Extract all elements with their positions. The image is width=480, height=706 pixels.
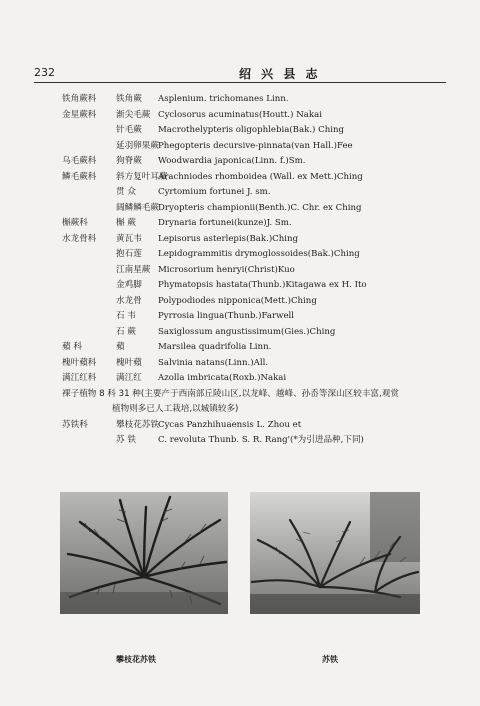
family-name: 乌毛蕨科 [62, 156, 97, 166]
species-row [0, 418, 480, 434]
species-list [0, 92, 480, 387]
latin-name: Cycas Panzhihuaensis L. Zhou et [158, 419, 302, 430]
chinese-name: 金鸡脚 [116, 280, 142, 290]
latin-name: Polypodiodes nipponica(Mett.)Ching [158, 295, 317, 306]
latin-name: Lepisorus asterlepis(Bak.)Ching [158, 233, 299, 244]
chinese-name: 槐叶蘋 [116, 357, 142, 368]
photo-cycas-revoluta [250, 492, 420, 614]
species-row [0, 92, 480, 108]
species-row [0, 170, 480, 186]
family-name: 槐叶蘋科 [62, 357, 97, 368]
species-row [0, 123, 480, 139]
species-row [0, 433, 480, 449]
chinese-name: 贯 众 [116, 187, 136, 197]
latin-name: Microsorium henryi(Christ)Kuo [158, 264, 295, 275]
gymnosperm-note-line1: 裸子植物 8 科 31 种(主要产于西南部丘陵山区,以龙峰、越峰、孙岙等深山区较丰富,观赏 [62, 388, 399, 399]
family-name: 水龙骨科 [62, 233, 97, 244]
latin-name: Woodwardia japonica(Linn. f.)Sm. [158, 156, 306, 166]
species-row [0, 263, 480, 279]
family-name: 金星蕨科 [62, 109, 97, 120]
latin-name: Phegopteris decursive-pinnata(van Hall.)Fee [158, 140, 353, 151]
chinese-name: 攀枝花苏铁 [116, 419, 159, 430]
chinese-name: 黄瓦韦 [116, 233, 142, 244]
species-row [0, 201, 480, 217]
photo-panzhihua-cycad [60, 492, 228, 614]
latin-name: Phymatopsis hastata(Thunb.)Kitagawa ex H. Ito [158, 280, 367, 290]
species-row [0, 139, 480, 155]
gymnosperm-note [62, 387, 454, 418]
chinese-name: 槲 蕨 [116, 218, 136, 228]
family-name: 槲蕨科 [62, 218, 88, 228]
family-name: 铁角蕨科 [62, 94, 97, 104]
chinese-name: 延羽卵果蕨 [116, 140, 159, 151]
family-name: 鳞毛蕨科 [62, 171, 97, 182]
caption-cycas-revoluta: 苏铁 [322, 655, 338, 664]
species-row [0, 216, 480, 232]
page-number: 232 [34, 66, 55, 79]
species-row [0, 309, 480, 325]
family-name: 蘋 科 [62, 342, 82, 352]
latin-name: Azolla imbricata(Roxb.)Nakai [158, 373, 287, 383]
chinese-name: 苏 铁 [116, 435, 136, 445]
chinese-name: 抱石莲 [116, 249, 142, 259]
species-row [0, 340, 480, 356]
species-row [0, 154, 480, 170]
species-row [0, 356, 480, 372]
latin-name: Pyrrosia lingua(Thunb.)Farwell [158, 311, 295, 321]
chinese-name: 斜方复叶耳蕨 [116, 171, 168, 182]
latin-name: C. revoluta Thunb. S. R. Rang'(*为引进品种,下同) [158, 435, 364, 445]
cycad-list [0, 418, 480, 449]
chinese-name: 满江红 [116, 373, 142, 383]
chinese-name: 狗脊蕨 [116, 156, 142, 166]
family-name: 满江红科 [62, 373, 97, 383]
species-row [0, 278, 480, 294]
species-row [0, 247, 480, 263]
latin-name: Arachniodes rhomboidea (Wall. ex Mett.)Ching [158, 171, 363, 182]
species-row [0, 325, 480, 341]
chinese-name: 阔鳞鳞毛蕨 [116, 202, 159, 213]
latin-name: Lepidogrammitis drymoglossoides(Bak.)Ching [158, 249, 360, 259]
species-row [0, 185, 480, 201]
species-row [0, 294, 480, 310]
species-row [0, 371, 480, 387]
chinese-name: 江南星蕨 [116, 264, 151, 275]
latin-name: Macrothelypteris oligophlebia(Bak.) Ching [158, 125, 345, 135]
latin-name: Cyclosorus acuminatus(Houtt.) Nakai [158, 109, 322, 120]
chinese-name: 铁角蕨 [116, 94, 142, 104]
latin-name: Salvinia natans(Linn.)All. [158, 357, 269, 368]
caption-panzhihua-cycad: 攀枝花苏铁 [116, 655, 156, 664]
species-row [0, 108, 480, 124]
chinese-name: 石 韦 [116, 311, 136, 321]
latin-name: Dryopteris championii(Benth.)C. Chr. ex Ching [158, 202, 362, 213]
family-name: 苏铁科 [62, 419, 88, 430]
latin-name: Cyrtomium fortunei J. sm. [158, 187, 271, 197]
latin-name: Asplenium. trichomanes Linn. [158, 94, 289, 104]
chinese-name: 石 蕨 [116, 326, 136, 337]
chinese-name: 蘋 [116, 342, 125, 352]
chinese-name: 渐尖毛蕨 [116, 109, 151, 120]
gymnosperm-note-line2: 植物则多已人工栽培,以城镇较多) [112, 404, 239, 414]
book-title: 绍 兴 县 志 [239, 67, 321, 81]
header-rule [34, 82, 446, 83]
species-row [0, 232, 480, 248]
latin-name: Marsilea quadrifolia Linn. [158, 342, 272, 352]
latin-name: Drynaria fortunei(kunze)J. Sm. [158, 218, 292, 228]
latin-name: Saxiglossum angustissimum(Gies.)Ching [158, 326, 336, 337]
chinese-name: 水龙骨 [116, 295, 142, 306]
chinese-name: 针毛蕨 [116, 125, 142, 135]
